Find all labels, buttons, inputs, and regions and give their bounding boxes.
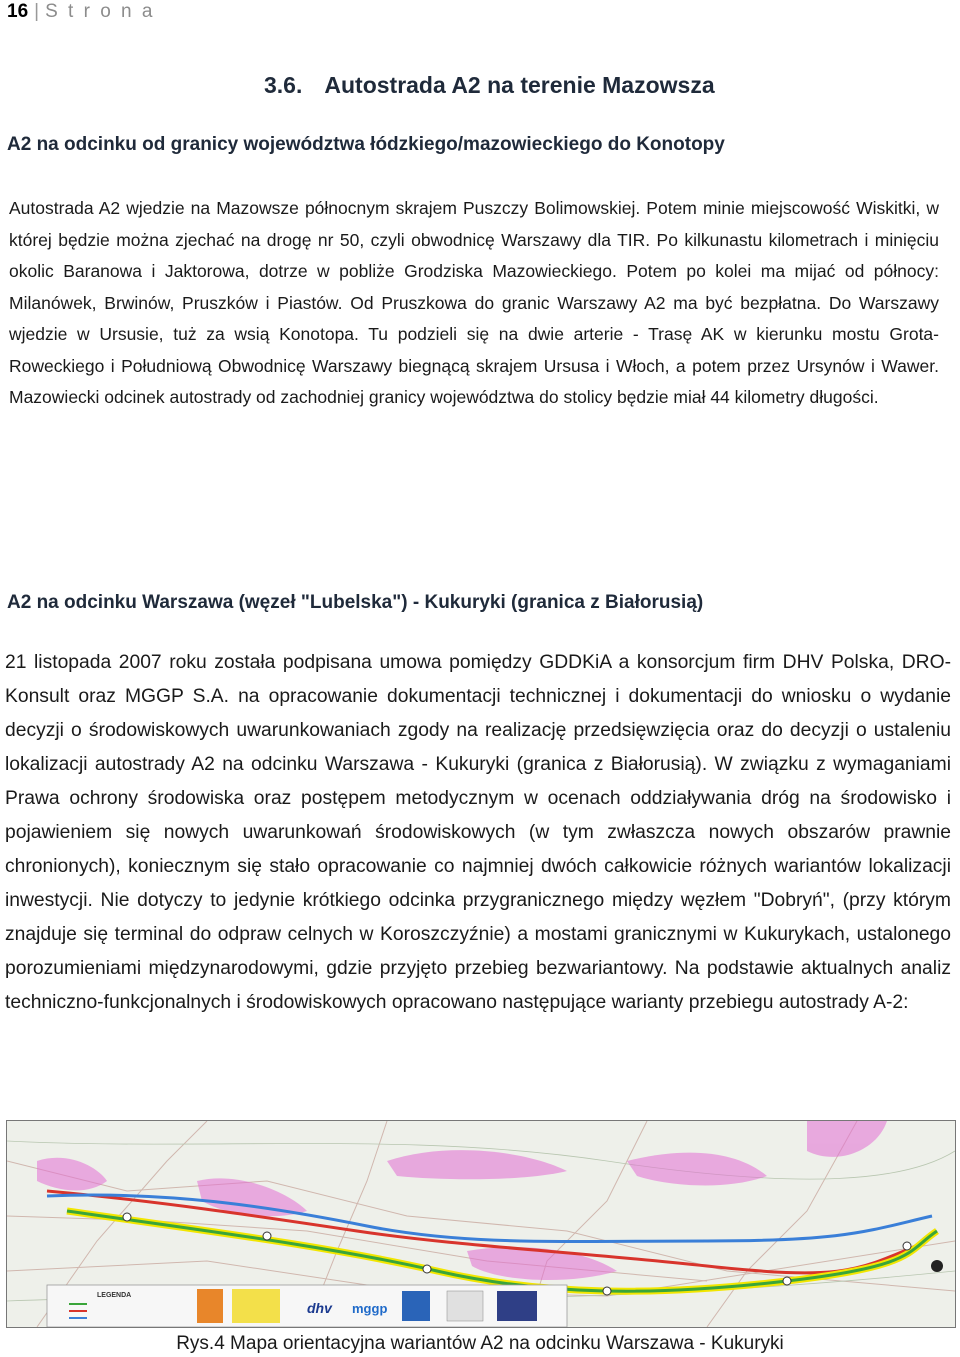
subheading-lodzkie-konotopa: A2 na odcinku od granicy województwa łódzkiego/mazowieckiego do Konotopy	[7, 134, 725, 155]
variants-map-figure	[6, 1120, 956, 1328]
page-header	[7, 0, 155, 24]
section-number: 3.6.	[264, 72, 303, 98]
logo-dhv: dhv	[307, 1300, 332, 1316]
paragraph-variants: 21 listopada 2007 roku została podpisana umowa pomiędzy GDDKiA a konsorcjum firm DHV Polska, DRO-Konsult oraz MGGP S.A. na opracowanie dokumentacji technicznej i dokumentacji do wniosku o wydanie decyzji o środowiskowych uwarunkowaniach zgody na realizację przedsięwzięcia oraz do decyzji o ustaleniu lokalizacji autostrady A2 na odcinku Warszawa - Kukuryki (granica z Białorusią). W związku z wymaganiami Prawa ochrony środowiska oraz postępem metodycznym w ocenach oddziaływania dróg na środowisko i pojawieniem się nowych uwarunkowań środowiskowych (w tym zwłaszcza nowych obszarów prawnie chronionych), koniecznym się stało opracowanie co najmniej dwóch całkowicie różnych wariantów lokalizacji inwestycji. Nie dotyczy to jedynie krótkiego odcinka przygranicznego między węzłem "Dobryń", (przy którym znajduje się terminal do odpraw celnych w Koroszczyźnie) a mostami granicznymi w Kukurykach, ustalonego porozumieniami międzynarodowymi, gdzie przyjęto przebieg bezwariantowy. Na podstawie aktualnych analiz techniczno-funkcjonalnych i środowiskowych opracowano następujące warianty przebiegu autostrady A-2:	[5, 652, 951, 1013]
header-separator: |	[34, 1, 40, 22]
page-number: 16	[7, 1, 29, 22]
section-title	[264, 72, 715, 99]
figure-caption: Rys.4 Mapa orientacyjna wariantów A2 na odcinku Warszawa - Kukuryki	[176, 1333, 784, 1354]
paragraph-mazowsze-route: Autostrada A2 wjedzie na Mazowsze północnym skrajem Puszczy Bolimowskiej. Potem minie miejscowość Wiskitki, w której będzie można zjechać na drogę nr 50, czyli obwodnicę Warszawy dla TIR. Po kilkunastu kilometrach i minięciu okolic Baranowa i Jaktorowa, dotrze w pobliże Grodziska Mazowieckiego. Potem po kolei ma mijać od północy: Milanówek, Brwinów, Pruszków i Piastów. Od Pruszkowa do granic Warszawy A2 ma być bezpłatna. Do Warszawy wjedzie w Ursusie, tuż za wsią Konotopa. Tu podzieli się na dwie arterie - Trasę AK w kierunku mostu Grota-Roweckiego i Południową Obwodnicę Warszawy biegnącą skrajem Ursusa i Włoch, a potem przez Ursynów i Wawer. Mazowiecki odcinek autostrady od zachodniej granicy województwa do stolicy będzie miał 44 kilometry długości.	[9, 198, 939, 407]
page-label: S t r o n a	[45, 1, 155, 22]
map-legend-title: LEGENDA	[97, 1292, 132, 1299]
logo-mggp: mggp	[352, 1301, 388, 1316]
subheading-warszawa-kukuryki: A2 na odcinku Warszawa (węzeł "Lubelska") - Kukuryki (granica z Białorusią)	[7, 592, 704, 613]
variants-map	[7, 1121, 955, 1327]
section-title-text: Autostrada A2 na terenie Mazowsza	[324, 72, 715, 98]
